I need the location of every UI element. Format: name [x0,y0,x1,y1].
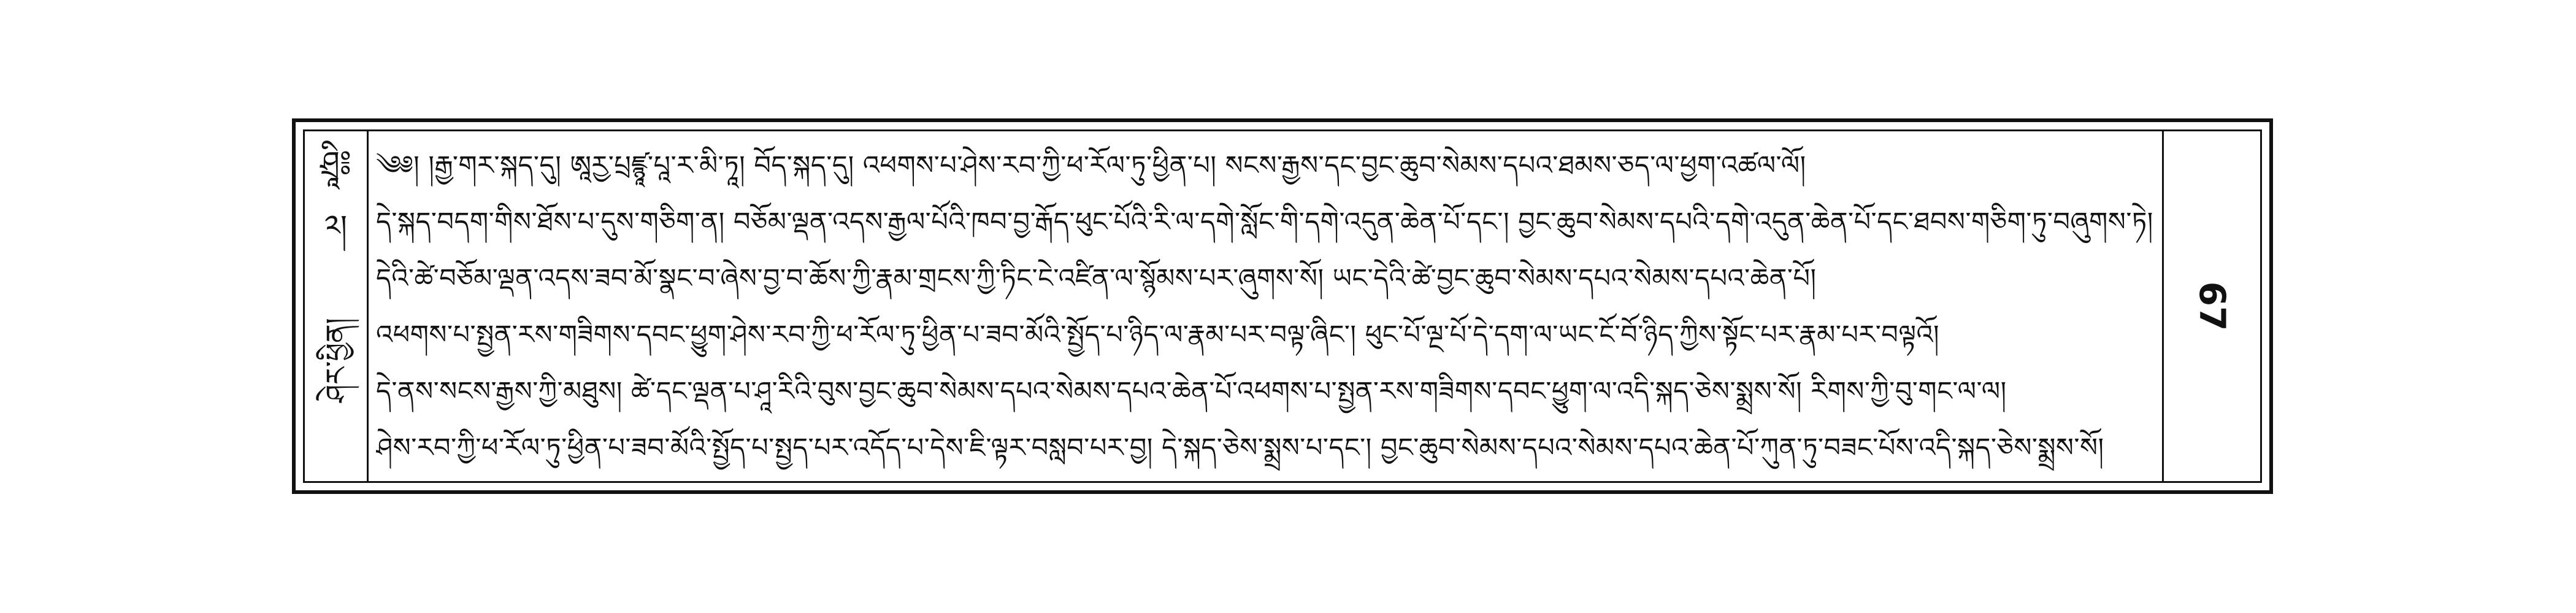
page-number: 67 [2191,281,2233,331]
text-block [376,137,2155,487]
text-line-5: དེ་ནས་སངས་རྒྱས་ཀྱི་མཐུས། ཚེ་དང་ལྡན་པ་ཤཱ་རིའི་བུས་བྱང་ཆུབ་སེམས་དཔའ་སེམས་དཔའ་ཆེན་པོ་འཕགས་པ་སྤྱན་རས་གཟིགས་དབང་ཕྱུག་ལ་འདི་སྐད་ཅེས་སྨྲས་སོ། རིགས་ཀྱི་བུ་གང་ལ་ལ། [376,376,2007,407]
text-line-1: ༄༅། །རྒྱ་གར་སྐད་དུ། ཨཱརྱ་པྲཛྙཱ་པཱ་ར་མི་ཏཱ། བོད་སྐད་དུ། འཕགས་པ་ཤེས་རབ་ཀྱི་ཕ་རོལ་ཏུ་ཕྱིན་པ། སངས་རྒྱས་དང་བྱང་ཆུབ་སེམས་དཔའ་ཐམས་ཅད་ལ་ཕྱག་འཚལ་ལོ། [376,150,1806,181]
text-line-6: ཤེས་རབ་ཀྱི་ཕ་རོལ་ཏུ་ཕྱིན་པ་ཟབ་མོའི་སྤྱོད་པ་སྤྱད་པར་འདོད་པ་དེས་ཇི་ལྟར་བསླབ་པར་བྱ། དེ་སྐད་ཅེས་སྨྲས་པ་དང་། བྱང་ཆུབ་སེམས་དཔའ་སེམས་དཔའ་ཆེན་པོ་ཀུན་ཏུ་བཟང་པོས་འདི་སྐད་ཅེས་སྨྲས་སོ། [376,433,2104,463]
margin-invocation-symbol: ཤྲཱི༔ [320,145,351,180]
folio-inner-frame [303,129,2262,483]
left-margin [305,131,369,481]
text-line-2: དེ་སྐད་བདག་གིས་ཐོས་པ་དུས་གཅིག་ན། བཅོམ་ལྡན་འདས་རྒྱལ་པོའི་ཁབ་བྱ་རྒོད་ཕུང་པོའི་རི་ལ་དགེ་སློང་གི་དགེ་འདུན་ཆེན་པོ་དང་། བྱང་ཆུབ་སེམས་དཔའི་དགེ་འདུན་ཆེན་པོ་དང་ཐབས་གཅིག་ཏུ་བཞུགས་ཏེ། [376,207,2153,237]
text-line-3: དེའི་ཚེ་བཅོམ་ལྡན་འདས་ཟབ་མོ་སྣང་བ་ཞེས་བྱ་བ་ཆོས་ཀྱི་རྣམ་གྲངས་ཀྱི་ཏིང་ངེ་འཛིན་ལ་སྙོམས་པར་ཞུགས་སོ། ཡང་དེའི་ཚེ་བྱང་ཆུབ་སེམས་དཔའ་སེམས་དཔའ་ཆེན་པོ། [376,263,1817,294]
margin-volume-title: ཤེར་ཕྱིན། [319,318,353,403]
margin-folio-number: ༢། [324,209,347,244]
text-line-4: འཕགས་པ་སྤྱན་རས་གཟིགས་དབང་ཕྱུག་ཤེས་རབ་ཀྱི་ཕ་རོལ་ཏུ་ཕྱིན་པ་ཟབ་མོའི་སྤྱོད་པ་ཉིད་ལ་རྣམ་པར་བལྟ་ཞིང་། ཕུང་པོ་ལྔ་པོ་དེ་དག་ལ་ཡང་ངོ་བོ་ཉིད་ཀྱིས་སྟོང་པར་རྣམ་པར་བལྟའོ། [376,320,1940,350]
scripture-folio [292,118,2273,494]
right-margin [2162,131,2260,481]
